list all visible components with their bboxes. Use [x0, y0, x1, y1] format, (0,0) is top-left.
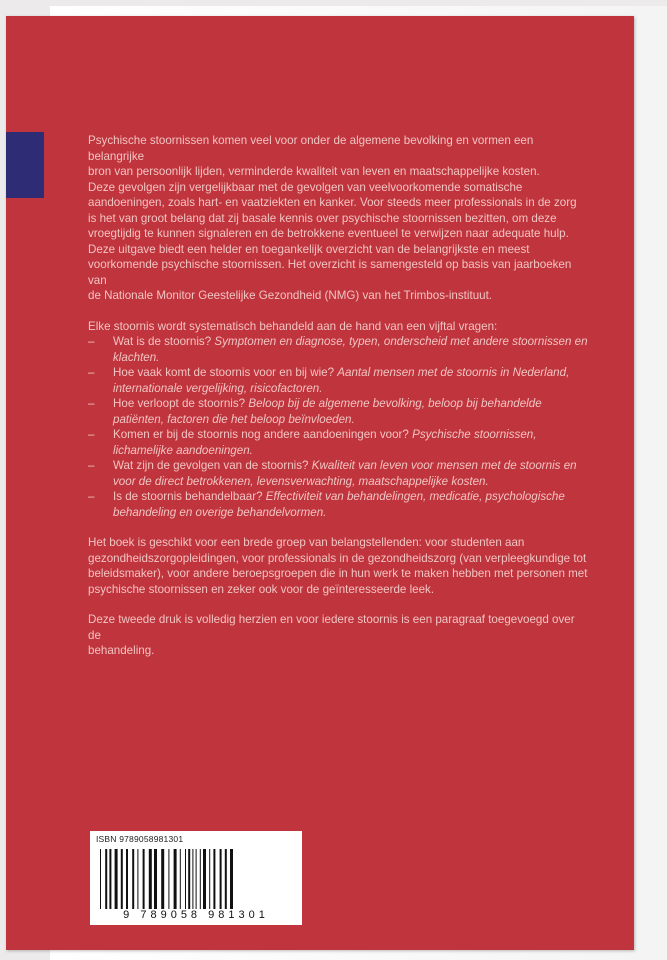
intro-line: bron van persoonlijk lijden, verminderde kwaliteit van leven en maatschappelijke kosten. [88, 165, 540, 178]
intro-line: voorkomende psychische stoornissen. Het overzicht is samengesteld op basis van jaarboeken van [88, 258, 572, 287]
barcode-bar [121, 849, 123, 909]
question-item: – Is de stoornis behandelbaar? Effectiviteit van behandelingen, medicatie, psychologische behandeling en overige behandelvormen. [88, 490, 565, 519]
question-item: – Wat is de stoornis? Symptomen en diagnose, typen, onderscheid met andere stoornissen en klachten. [88, 335, 588, 364]
barcode-bar [154, 849, 157, 909]
barcode-bar [132, 849, 134, 909]
audience-line: beleidsmaker), voor andere beroepsgroepen die in hun werk te maken hebben met personen met [88, 567, 588, 580]
barcode-bar [105, 849, 107, 909]
barcode-bar [174, 849, 177, 909]
question-item: – Hoe verloopt de stoornis? Beloop bij de algemene bevolking, beloop bij behandelde patiënten, factoren die het beloop beïnvloeden. [88, 397, 542, 426]
intro-line: vroegtijdig te kunnen signaleren en de betrokkene eventueel te verwijzen naar adequate hulp. [88, 227, 569, 240]
barcode-bar [220, 849, 222, 909]
barcode-bar [185, 849, 186, 909]
audience-line: Het boek is geschikt voor een brede groep van belangstellenden: voor studenten aan [88, 536, 525, 549]
barcode-bar [161, 849, 164, 909]
question-text: Hoe vaak komt de stoornis voor en bij wie? [113, 366, 335, 379]
barcode-bar [213, 849, 215, 909]
intro-line: Deze gevolgen zijn vergelijkbaar met de gevolgen van veelvoorkomende somatische [88, 180, 523, 194]
edition-line: Deze tweede druk is volledig herzien en voor iedere stoornis is een paragraaf toegevoegd over de [88, 613, 575, 642]
barcode-bar [188, 849, 190, 909]
barcode-bar [168, 849, 169, 909]
question-item: – Wat zijn de gevolgen van de stoornis? Kwaliteit van leven voor mensen met de stoornis en voor de direct betrokkenen, levensverwachting, maatschappelijke kosten. [88, 459, 577, 488]
intro-line: Deze uitgave biedt een helder en toegankelijk overzicht van de belangrijkste en meest [88, 242, 530, 256]
question-text: Wat is de stoornis? [113, 335, 212, 348]
barcode-digits: 9 789058 981301 [123, 909, 269, 921]
barcode-bar [180, 849, 181, 909]
barcode-bar [225, 849, 227, 909]
barcode-bar [143, 849, 145, 909]
barcode-bar [203, 849, 206, 909]
question-answer: Beloop bij de algemene bevolking, beloop bij behandelde patiënten, factoren die het beloop beïnvloeden. [113, 397, 542, 426]
question-answer: Effectiviteit van behandelingen, medicatie, psychologische behandeling en overige behandelvormen. [113, 490, 565, 519]
isbn-text: ISBN 9789058981301 [96, 834, 184, 844]
blue-accent-bar [6, 132, 44, 198]
questions-intro: Elke stoornis wordt systematisch behandeld aan de hand van een vijftal vragen: [88, 319, 498, 333]
edition-paragraph [88, 612, 588, 659]
intro-line: Psychische stoornissen komen veel voor onder de algemene bevolking en vormen een belangrijke [88, 134, 534, 163]
question-text: Is de stoornis behandelbaar? [113, 490, 263, 503]
audience-line: psychische stoornissen en zeker ook voor de geïnteresseerde leek. [88, 582, 435, 596]
barcode-bar [196, 849, 197, 909]
question-text: Komen er bij de stoornis nog andere aandoeningen voor? [113, 428, 409, 441]
barcode-bar [126, 849, 128, 909]
barcode-bar [115, 849, 118, 909]
audience-paragraph [88, 535, 588, 597]
barcode-bar [149, 849, 152, 909]
intro-line: aandoeningen, zoals hart- en vaatziekten en kanker. Voor steeds meer professionals in de zorg [88, 196, 577, 209]
questions-list [88, 334, 588, 520]
blurb-text [88, 133, 588, 659]
barcode-bar [192, 849, 193, 909]
barcode-bar [209, 849, 210, 909]
barcode-bar [109, 849, 111, 909]
question-item: – Komen er bij de stoornis nog andere aandoeningen voor? Psychische stoornissen, lichamelijke aandoeningen. [88, 428, 537, 457]
intro-line: is het van groot belang dat zij basale kennis over psychische stoornissen bezitten, om deze [88, 211, 557, 225]
question-answer: Symptomen en diagnose, typen, onderscheid met andere stoornissen en klachten. [113, 335, 588, 364]
question-answer: Kwaliteit van leven voor mensen met de stoornis en voor de direct betrokkenen, levensverwachting, maatschappelijke kosten. [113, 459, 577, 488]
barcode-bars [96, 849, 296, 909]
question-text: Hoe verloopt de stoornis? [113, 397, 246, 410]
barcode-bar [100, 849, 101, 909]
barcode-bar [137, 849, 138, 909]
edition-line: behandeling. [88, 644, 155, 657]
question-answer: Aantal mensen met de stoornis in Nederland, internationale vergelijking, risicofactoren. [113, 366, 570, 395]
audience-line: gezondheidszorgopleidingen, voor professionals in de gezondheidszorg (van verpleegkundige tot [88, 551, 587, 565]
intro-paragraph [88, 133, 588, 304]
barcode-bar [230, 849, 233, 909]
question-text: Wat zijn de gevolgen van de stoornis? [113, 459, 309, 472]
question-item: – Hoe vaak komt de stoornis voor en bij wie? Aantal mensen met de stoornis in Nederland, internationale vergelijking, risicofactoren. [88, 366, 570, 395]
intro-line: de Nationale Monitor Geestelijke Gezondheid (NMG) van het Trimbos-instituut. [88, 289, 493, 302]
barcode-label [90, 831, 302, 925]
question-answer: Psychische stoornissen, lichamelijke aandoeningen. [113, 428, 537, 457]
barcode-bar [200, 849, 201, 909]
